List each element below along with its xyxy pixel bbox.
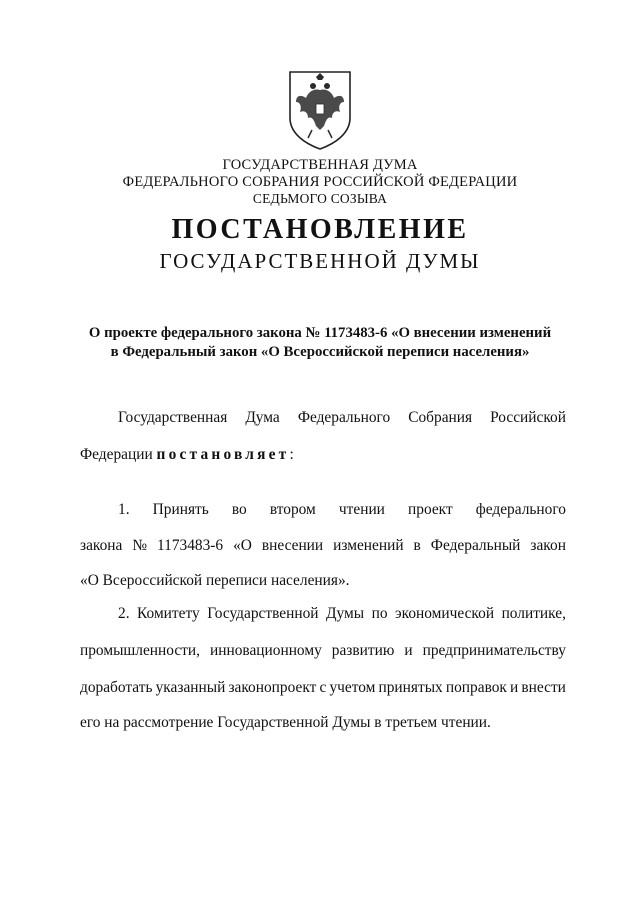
word: внесении bbox=[261, 537, 324, 554]
word: экономической bbox=[395, 605, 495, 622]
word: внести bbox=[521, 679, 566, 696]
word: во bbox=[231, 501, 247, 518]
org-name-line1: ГОСУДАРСТВЕННАЯ ДУМА bbox=[222, 157, 418, 173]
word: 1. bbox=[118, 501, 130, 518]
word: проект bbox=[408, 501, 453, 518]
word: Собрания bbox=[408, 409, 473, 426]
word: Федеральный bbox=[430, 537, 521, 554]
item1-line2 bbox=[80, 536, 566, 556]
word: Федерального bbox=[297, 409, 391, 426]
item2-line1 bbox=[118, 604, 566, 624]
resolves-word: постановляет bbox=[156, 446, 290, 463]
word: инновационному bbox=[209, 642, 322, 659]
word: поправок bbox=[445, 679, 507, 696]
word: закон bbox=[530, 537, 566, 554]
word: Принять bbox=[152, 501, 209, 518]
word: Думы bbox=[326, 605, 365, 622]
word: политике, bbox=[501, 605, 566, 622]
word: Дума bbox=[245, 409, 280, 426]
word: закона bbox=[80, 537, 123, 554]
word: Российской bbox=[490, 409, 566, 426]
word: изменений bbox=[333, 537, 404, 554]
item1-line1 bbox=[118, 500, 566, 520]
word: законопроект bbox=[228, 679, 317, 696]
item1-line3: «О Всероссийской переписи населения». bbox=[80, 572, 350, 589]
word: предпринимательству bbox=[422, 642, 566, 659]
word: 1173483-6 bbox=[157, 537, 224, 554]
subject-line2: в Федеральный закон «О Всероссийской переписи населения» bbox=[110, 344, 530, 360]
word: Государственная bbox=[118, 409, 228, 426]
word: доработать bbox=[80, 679, 153, 696]
word: и bbox=[404, 642, 413, 659]
org-name-line2: ФЕДЕРАЛЬНОГО СОБРАНИЯ РОССИЙСКОЙ ФЕДЕРАЦИИ bbox=[122, 174, 518, 190]
word: с bbox=[319, 679, 327, 696]
word: и bbox=[510, 679, 519, 696]
word: втором bbox=[269, 501, 316, 518]
word: чтении bbox=[338, 501, 385, 518]
convocation: СЕДЬМОГО СОЗЫВА bbox=[252, 191, 388, 206]
word: развитию bbox=[331, 642, 395, 659]
word: указанный bbox=[155, 679, 226, 696]
document-type-title: ПОСТАНОВЛЕНИЕ bbox=[171, 214, 469, 245]
word: № bbox=[132, 537, 148, 554]
word: промышленности, bbox=[80, 642, 200, 659]
subject-line1: О проекте федерального закона № 1173483-6 «О внесении изменений bbox=[88, 325, 552, 341]
preamble-text: Федерации bbox=[80, 446, 157, 463]
preamble-line2 bbox=[80, 445, 566, 465]
word: «О bbox=[233, 537, 252, 554]
item2-line4: его на рассмотрение Государственной Думы в третьем чтении. bbox=[80, 714, 491, 731]
russian-coat-of-arms-icon bbox=[286, 68, 354, 152]
word: в bbox=[413, 537, 421, 554]
word: 2. bbox=[118, 605, 130, 622]
word: принятых bbox=[378, 679, 443, 696]
word: федерального bbox=[475, 501, 566, 518]
item2-line3 bbox=[80, 678, 566, 698]
preamble-line1 bbox=[118, 408, 566, 428]
word: по bbox=[371, 605, 388, 622]
word: Комитету bbox=[137, 605, 200, 622]
colon: : bbox=[289, 446, 294, 463]
item2-line2 bbox=[80, 641, 566, 661]
word: Государственной bbox=[207, 605, 319, 622]
document-type-subtitle: ГОСУДАРСТВЕННОЙ ДУМЫ bbox=[159, 249, 481, 273]
word: учетом bbox=[329, 679, 376, 696]
